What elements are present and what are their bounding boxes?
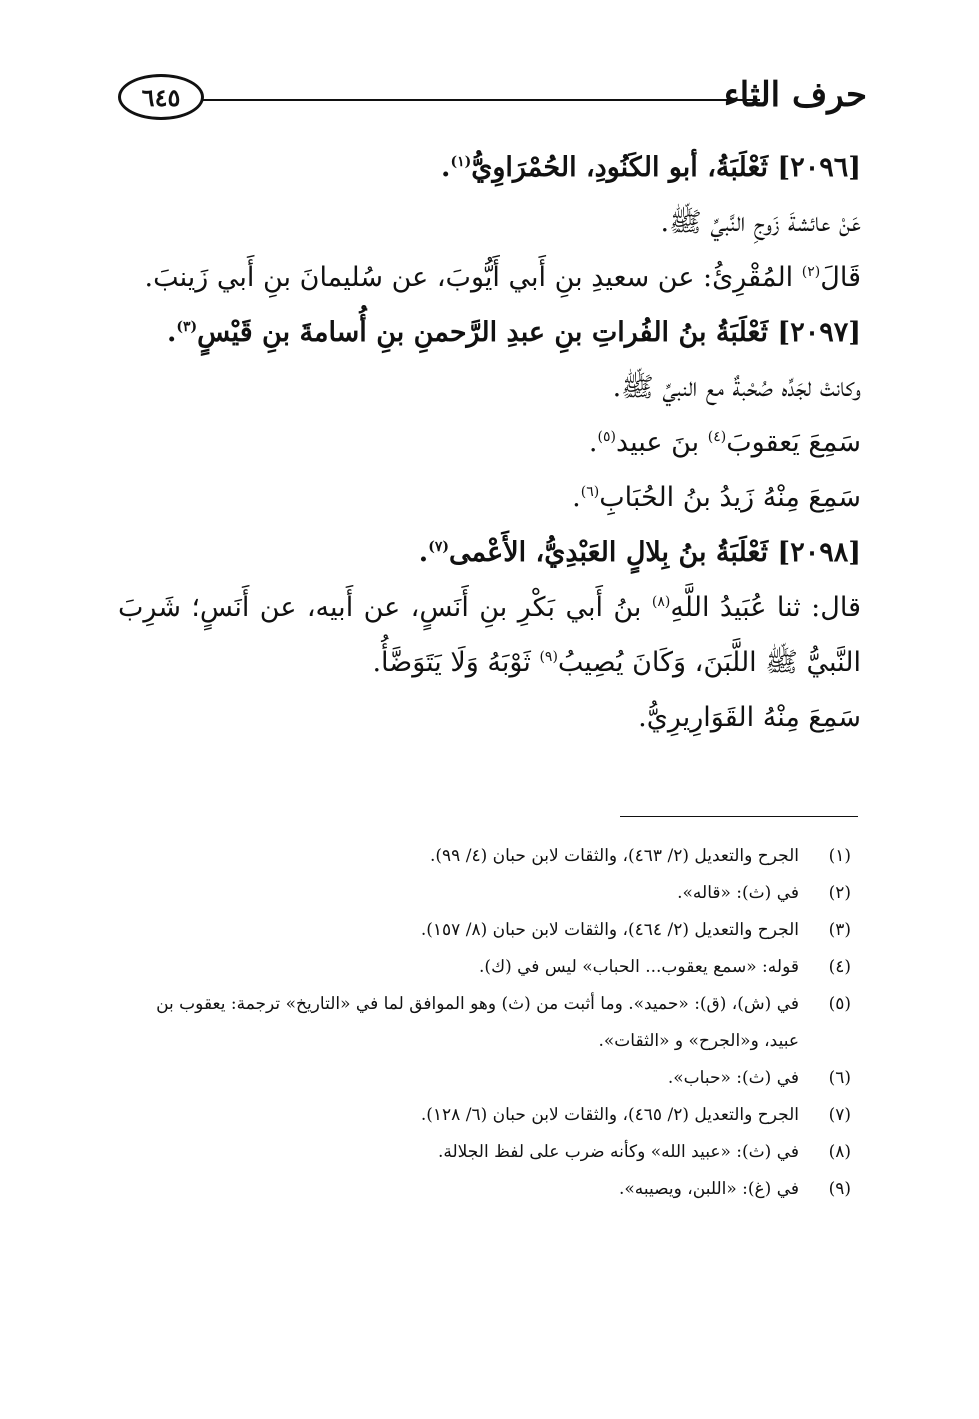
footnote-item [118,912,851,949]
footnote-number: (٢) [828,883,851,903]
footnote-ref[interactable]: (٢) [801,264,821,280]
footnote-ref[interactable]: (٩) [539,649,558,665]
entry-line: عَنْ عائشةَ زَوجِ النَّبيِّ ﷺ. [660,207,861,238]
entry-paragraph: قال: ثنا عُبَيدُ اللَّهِ$^{(٨)}$ بنُ أَبي بَكْرِ بنِ أَنَسٍ، عن أَبيه، عن أَنَسٍ؛ شَرِبَ النَّبيُّ ﷺ اللَّبَنَ، وَكَانَ يُصِيبُ$^{(٩)}$ ثَوْبَهُ وَلَا يَتَوَضَّأُ. [118,592,861,678]
entry-heading: [٢٠٩٧] ثَعْلَبَةُ بنُ الفُراتِ بنِ عبدِ الرَّحمنِ بنِ أُسامةَ بنِ قَيْسٍ$^{(٣)}$. [166,317,861,348]
section-title: حرف الثاء [723,75,867,115]
footnote-ref[interactable]: (٦) [580,484,600,500]
footnote-text: في (غ): «اللبن، ويصيبه». [619,1179,799,1199]
footnote-ref[interactable]: (٥) [597,429,616,445]
main-text [118,140,861,745]
page-number-badge [118,74,204,120]
entry-line: قَالَ$^{(٢)}$ المُقْرِئُ: عن سعيدِ بنِ أَبي أَيُّوبَ، عن سُليمانَ بنِ أَبي زَينبَ. [144,262,861,293]
footnote-item [118,875,851,912]
footnote-item [118,1134,851,1171]
footnote-text: الجرح والتعديل (٢/ ٤٦٤)، والثقات لابن حبان (٨/ ١٥٧). [420,920,799,940]
footnote-ref[interactable]: (١) [450,154,472,170]
footnote-text: قوله: «سمع يعقوب... الحباب» ليس في (ك). [479,957,799,977]
entry-line: سَمِعَ يَعقوبَ$^{(٤)}$ بنَ عبيد$^{(٥)}$. [588,427,861,458]
footnote-number: (٣) [828,920,851,940]
footnote-separator [620,816,858,817]
entry-line: وكانتْ لجَدِّه صُحْبةٌ مع النبيِّ ﷺ. [612,372,861,403]
footnote-text: في (ث): «عبيد الله» وكأنه ضرب على لفظ الجلالة. [437,1142,799,1162]
footnote-text: في (ث): «قاله». [677,883,799,903]
entry-line: سَمِعَ مِنْهُ القَوَارِيرِيُّ. [638,702,861,733]
footnote-text: في (ث): «حباب». [667,1068,799,1088]
footnote-ref[interactable]: (٤) [707,429,727,445]
footnote-number: (٥) [828,994,851,1014]
footnote-number: (٨) [828,1142,851,1162]
footnote-ref[interactable]: (٨) [651,594,671,610]
entry-line: سَمِعَ مِنْهُ زَيدُ بنُ الحُبَابِ$^{(٦)}$. [572,482,861,513]
footnote-number: (١) [828,846,851,866]
footnote-item [118,949,851,986]
footnote-item [118,838,851,875]
footnote-number: (٦) [828,1068,851,1088]
footnote-number: (٤) [828,957,851,977]
footnote-number: (٩) [828,1179,851,1199]
footnote-ref[interactable]: (٣) [176,319,198,335]
entry-heading: [٢٠٩٨] ثَعْلَبَةُ بنُ بِلالٍ العَبْدِيُّ، الأَعْمى$^{(٧)}$. [418,537,861,568]
footnote-item [118,1097,851,1134]
footnote-item [118,1060,851,1097]
entry-heading: [٢٠٩٦] ثَعْلَبَةُ، أبو الكَنُودِ، الحُمْرَاوِيُّ$^{(١)}$. [441,152,861,183]
footnote-ref[interactable]: (٧) [428,539,449,555]
footnote-text: الجرح والتعديل (٢/ ٤٦٣)، والثقات لابن حبان (٤/ ٩٩). [430,846,799,866]
footnote-number: (٧) [828,1105,851,1125]
footnote-item [118,986,851,1060]
header-rule [200,99,760,101]
footnote-text: الجرح والتعديل (٢/ ٤٦٥)، والثقات لابن حبان (٦/ ١٢٨). [420,1105,799,1125]
footnote-item [118,1171,851,1208]
footnotes [118,838,851,1208]
page-number: ٦٤٥ [141,82,181,112]
footnote-text: في (ش)، (ق): «حميد». وما أثبت من (ث) وهو الموافق لما في «التاريخ» ترجمة: يعقوب بن عبيد، و«الجرح» و «الثقات». [156,994,799,1051]
